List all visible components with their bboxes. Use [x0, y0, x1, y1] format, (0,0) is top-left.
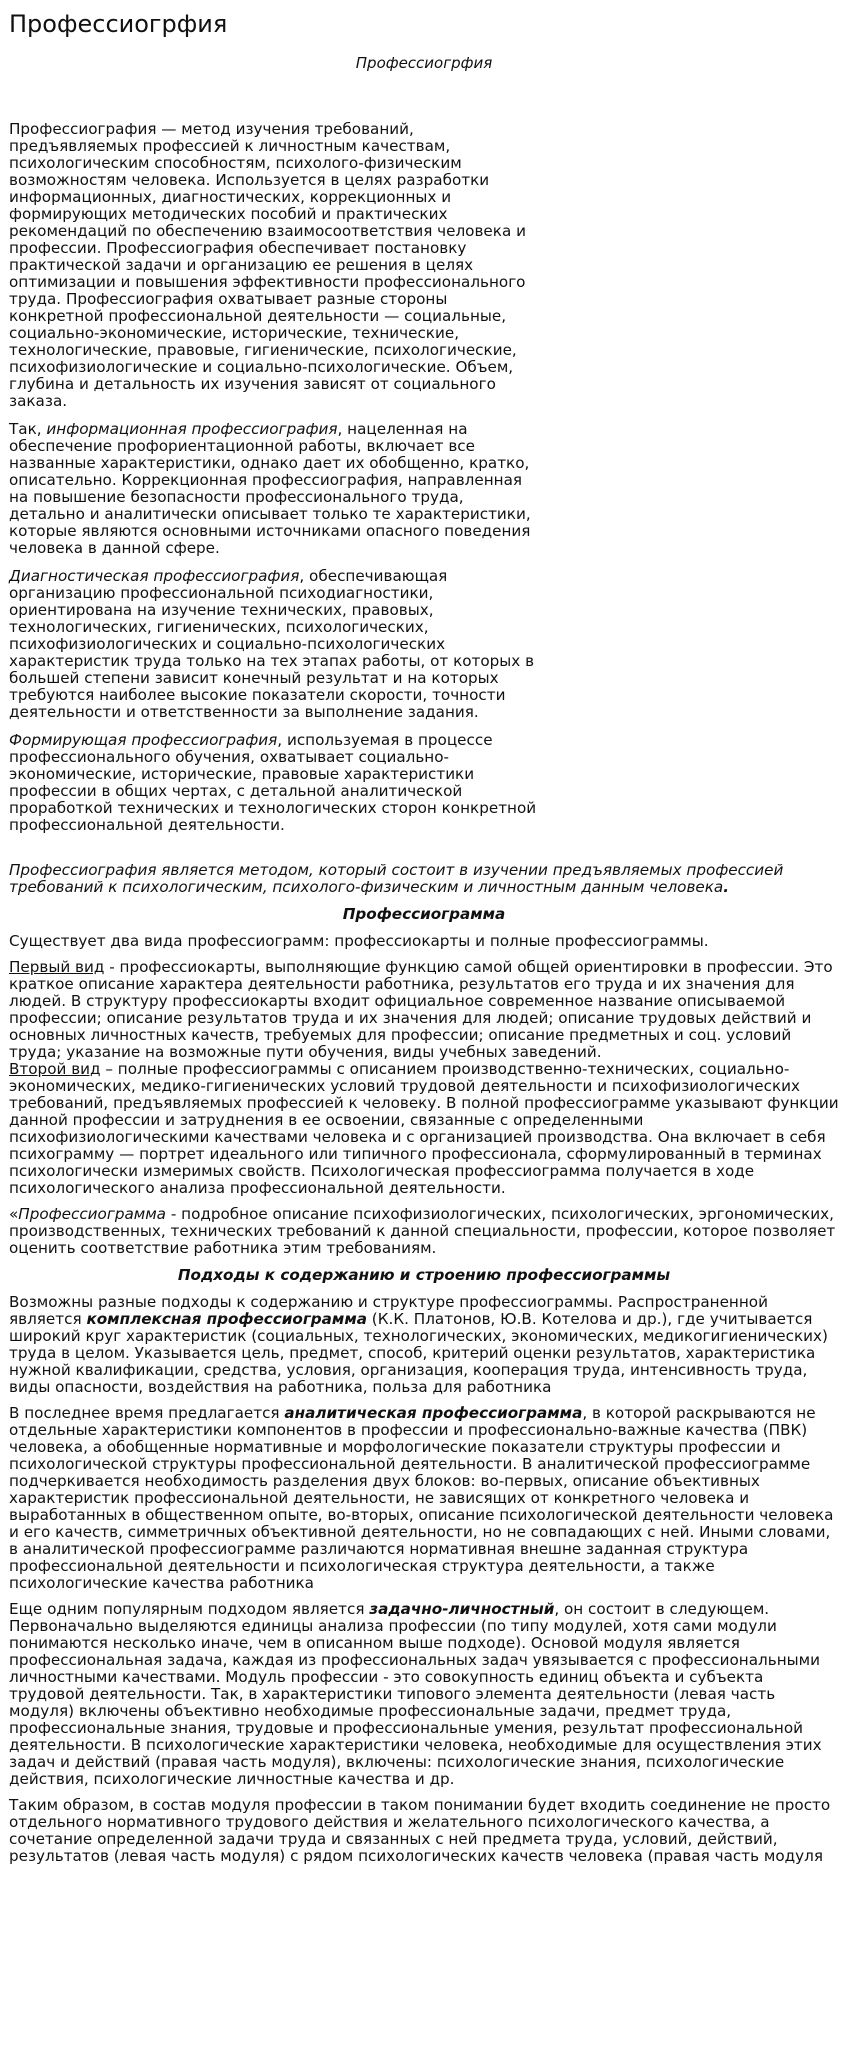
text-span: (К.К. Платонов, Ю.В. Котелова и др.), где учитывается широкий круг характеристик (социальных, технологических, экономических, медикогигиенических) труда в целом. Указывается цель, предмет, способ, критерий оценки результатов, характеристика нужной квалификации, средства, условия, организация, кооперация труда, интенсивность труда, виды опасности, воздействия на работника, польза для работника [9, 1310, 828, 1396]
term-diagnostic: Диагностическая профессиография [9, 567, 300, 585]
approach-analytic-paragraph [9, 1405, 839, 1592]
heading-professiogram: Профессиограмма [342, 905, 506, 923]
intro-paragraph-3 [9, 568, 539, 721]
type-1-label: Первый вид [9, 958, 105, 976]
definition-paragraph [9, 1206, 839, 1257]
text-span: , обеспечивающая организацию профессиональной психодиагностики, ориентирована на изучение технических, правовых, технологических, гигиенических, психологических, психофизиологических и социально-психологических характеристик труда только на тех этапах работы, от которых в большей степени зависит конечный результат и на которых требуются наиболее высокие показатели скорости, точности деятельности и ответственности за выполнение задания. [9, 567, 535, 721]
term-informational: информационная профессиография [46, 420, 338, 438]
text-span: Возможны разные подходы к содержанию и структуре профессиограммы. Распространенной является [9, 1293, 768, 1328]
document-page [9, 0, 839, 1874]
intro-paragraph-1: Профессиография — метод изучения требований, предъявляемых профессией к личностным качествам, психологическим способностям, психолого-физическим возможностям человека. Используется в целях разработки информационных, диагностических, коррекционных и формирующих методических пособий и практических рекомендаций по обеспечению взаимосоответствия человека и профессии. Профессиография обеспечивает постановку практической задачи и организацию ее решения в целях оптимизации и повышения эффективности профессионального труда. Профессиография охватывает разные стороны конкретной профессиональной деятельности — социальные, социально-экономические, исторические, технические, технологические, правовые, гигиенические, психологические, психофизиологические и социально-психологические. Объем, глубина и детальность их изучения зависят от социального заказа. [9, 120, 526, 410]
text-span: - профессиокарты, выполняющие функцию самой общей ориентировки в профессии. Это краткое описание характера деятельности работника, результатов его труда и их значения для людей. В структуру профессиокарты входит официальное современное название описываемой профессии; описание результатов труда и их значения для людей; описание трудовых действий и основных личностных качеств, требуемых для профессии; описание предметных и соц. условий труда; указание на возможные пути обучения, виды учебных заведений. [9, 958, 833, 1061]
text-span: . [723, 878, 730, 896]
term-forming: Формирующая профессиография [9, 731, 278, 749]
page-subtitle: Профессиогрфия [355, 54, 493, 72]
intro-paragraph-4 [9, 732, 539, 834]
type-2-label: Второй вид [9, 1060, 101, 1078]
approach-complex-paragraph [9, 1294, 839, 1396]
types-intro: Существует два вида профессиограмм: профессиокарты и полные профессиограммы. [9, 932, 709, 950]
type-2-paragraph [9, 1061, 839, 1197]
text-span: , в которой раскрываются не отдельные характеристики компонентов в профессии и профессионально-важные качества (ПВК) человека, а обобщенные нормативные и морфологические показатели структуры профессии и психологической структуры профессиональной деятельности. В аналитической профессиограмме подчеркивается необходимость разделения двух блоков: во-первых, описание объективных характеристик профессиональной деятельности, не зависящих от конкретного человека и выработанных в общественном опыте, во-вторых, описание психологической деятельности человека и его качеств, симметричных объективной деятельности, но не совпадающих с ней. Иными словами, в аналитической профессиограмме различаются нормативная внешне заданная структура профессиональной деятельности и психологическая структура деятельности, а также психологические качества работника [9, 1404, 834, 1592]
text-span: – полные профессиограммы с описанием производственно-технических, социально-экономических, медико-гигиенических условий трудовой деятельности и психофизиологических требований, предъявляемых профессией к человеку. В полной профессиограмме указывают функции данной профессии и затруднения в ее освоении, связанные с определенными психофизиологическими качествами человека и с организацией производства. Она включает в себя психограмму — портрет идеального или типичного профессионала, сформулированный в терминах психологически измеримых свойств. Психологическая профессиограмма получается в ходе психологического анализа профессиональной деятельности. [9, 1060, 839, 1197]
term-analytic: аналитическая профессиограмма [284, 1404, 583, 1422]
text-span: « [9, 1205, 19, 1223]
text-span: Так, [9, 420, 47, 438]
text-span: Профессиография является методом, который состоит в изучении предъявляемых профессией требований к психологическим, психолого-физическим и личностным данным человека [9, 861, 784, 896]
text-span: В последнее время предлагается [9, 1404, 285, 1422]
term-task-personal: задачно-личностный [369, 1600, 555, 1618]
page-title: Профессиогрфия [9, 10, 228, 38]
type-1-paragraph [9, 959, 839, 1061]
intro-section [9, 121, 539, 834]
module-paragraph: Таким образом, в состав модуля профессии в таком понимании будет входить соединение не просто отдельного нормативного трудового действия и желательного психологического качества, а сочетание определенной задачи труда и связанных с ней предмета труда, условий, действий, результатов (левая часть модуля) с рядом психологических качеств человека (правая часть модуля [9, 1796, 831, 1865]
approach-task-personal-paragraph [9, 1601, 839, 1788]
term-complex: комплексная профессиограмма [86, 1310, 367, 1328]
main-section [9, 862, 839, 1865]
text-span: , он состоит в следующем. Первоначально выделяются единицы анализа профессии (по типу модулей, хотя сами модули понимаются несколько иначе, чем в описанном выше подходе). Основой модуля является профессиональная задача, каждая из профессиональных задач увязывается с профессиональными личностными качествами. Модуль профессии - это совокупность единиц объекта и субъекта трудовой деятельности. Так, в характеристики типового элемента деятельности (левая часть модуля) включены объективно необходимые профессиональные задачи, предмет труда, профессиональные знания, трудовые и профессиональные умения, результат профессиональной деятельности. В психологические характеристики человека, необходимые для осуществления этих задач и действий (правая часть модуля), включены: психологические знания, психологические действия, психологические личностные качества и др. [9, 1600, 822, 1788]
heading-approaches: Подходы к содержанию и строению профессиограммы [177, 1266, 671, 1284]
text-span: Еще одним популярным подходом является [9, 1600, 370, 1618]
text-span: , нацеленная на обеспечение профориентационной работы, включает все названные характеристики, однако дает их обобщенно, кратко, описательно. Коррекционная профессиография, направленная на повышение безопасности профессионального труда, детально и аналитически описывает только те характеристики, которые являются основными источниками опасного поведения человека в данной сфере. [9, 420, 531, 557]
intro-paragraph-2 [9, 421, 539, 557]
text-span: , используемая в процессе профессионального обучения, охватывает социально-экономические, исторические, правовые характеристики профессии в общих чертах, с детальной аналитической проработкой технических и технологических сторон конкретной профессиональной деятельности. [9, 731, 537, 834]
text-span: - подробное описание психофизиологических, психологических, эргономических, производственных, технических требований к данной специальности, профессии, которое позволяет оценить соответствие работника этим требованиям. [9, 1205, 836, 1257]
summary-paragraph [9, 862, 839, 896]
term-professiogram: Профессиограмма [18, 1205, 166, 1223]
